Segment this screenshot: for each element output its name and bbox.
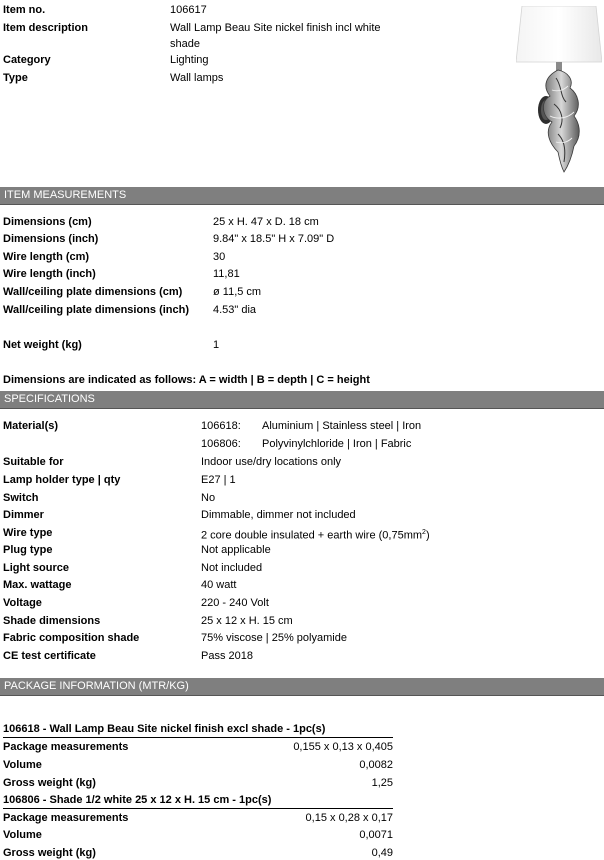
wire-inch-label: Wire length (inch) xyxy=(3,268,96,280)
wattage-label: Max. wattage xyxy=(3,579,72,591)
plug-label: Plug type xyxy=(3,544,53,556)
shade-dim-label: Shade dimensions xyxy=(3,615,101,627)
package-1-weight-value: 1,25 xyxy=(371,777,393,789)
category-value: Lighting xyxy=(170,54,209,66)
material-2-code: 106806: xyxy=(201,438,241,450)
section-specifications: SPECIFICATIONS xyxy=(0,391,604,408)
wall-lamp-image xyxy=(516,6,602,174)
ce-label: CE test certificate xyxy=(3,650,96,662)
desc-line1: Wall Lamp Beau Site nickel finish incl white xyxy=(170,22,381,34)
wire-cm-value: 30 xyxy=(213,251,226,263)
category-label: Category xyxy=(3,54,51,66)
switch-label: Switch xyxy=(3,492,39,504)
wire-cm-label: Wire length (cm) xyxy=(3,251,90,263)
dim-inch-label: Dimensions (inch) xyxy=(3,233,99,245)
voltage-value: 220 - 240 Volt xyxy=(201,597,269,609)
wattage-value: 40 watt xyxy=(201,579,237,591)
item-no-label: Item no. xyxy=(3,4,46,16)
package-2-rule xyxy=(3,808,393,809)
package-1-vol-label: Volume xyxy=(3,759,42,771)
package-1-weight-label: Gross weight (kg) xyxy=(3,777,96,789)
type-label: Type xyxy=(3,72,28,84)
net-weight-value: 1 xyxy=(213,339,220,351)
package-2-meas-label: Package measurements xyxy=(3,812,129,824)
package-2-weight-value: 0,49 xyxy=(371,847,393,859)
ce-value: Pass 2018 xyxy=(201,650,253,662)
plate-inch-label: Wall/ceiling plate dimensions (inch) xyxy=(3,304,190,316)
fabric-value: 75% viscose | 25% polyamide xyxy=(201,632,347,644)
plate-inch-value: 4.53" dia xyxy=(213,304,257,316)
net-weight-label: Net weight (kg) xyxy=(3,339,82,351)
section-item-measurements: ITEM MEASUREMENTS xyxy=(0,187,604,204)
package-2-weight-label: Gross weight (kg) xyxy=(3,847,96,859)
wire-inch-value: 11,81 xyxy=(213,268,240,280)
dim-cm-value: 25 x H. 47 x D. 18 cm xyxy=(213,216,319,228)
material-1-value: Aluminium | Stainless steel | Iron xyxy=(262,420,422,432)
section-package-info: PACKAGE INFORMATION (MTR/KG) xyxy=(0,678,604,695)
desc-label: Item description xyxy=(3,22,88,34)
dim-cm-label: Dimensions (cm) xyxy=(3,216,92,228)
switch-value: No xyxy=(201,492,216,504)
lampholder-value: E27 | 1 xyxy=(201,474,236,486)
lampholder-label: Lamp holder type | qty xyxy=(3,474,121,486)
plate-cm-label: Wall/ceiling plate dimensions (cm) xyxy=(3,286,183,298)
material-label: Material(s) xyxy=(3,420,59,432)
shade-dim-value: 25 x 12 x H. 15 cm xyxy=(201,615,293,627)
suitable-value: Indoor use/dry locations only xyxy=(201,456,342,468)
type-value: Wall lamps xyxy=(170,72,224,84)
dimmer-label: Dimmer xyxy=(3,509,44,521)
material-1-code: 106618: xyxy=(201,420,241,432)
dimensions-note: Dimensions are indicated as follows: A = width | B = depth | C = height xyxy=(3,374,370,386)
light-label: Light source xyxy=(3,562,70,574)
package-2-title: 106806 - Shade 1/2 white 25 x 12 x H. 15 cm - 1pc(s) xyxy=(3,794,272,806)
dimmer-value: Dimmable, dimmer not included xyxy=(201,509,356,521)
light-value: Not included xyxy=(201,562,263,574)
package-2-vol-label: Volume xyxy=(3,829,42,841)
item-no-value: 106617 xyxy=(170,4,207,16)
package-1-title: 106618 - Wall Lamp Beau Site nickel finish excl shade - 1pc(s) xyxy=(3,723,326,735)
wire-type-label: Wire type xyxy=(3,527,53,539)
material-2-value: Polyvinylchloride | Iron | Fabric xyxy=(262,438,412,450)
package-1-meas-value: 0,155 x 0,13 x 0,405 xyxy=(293,741,393,753)
plate-cm-value: ø 11,5 cm xyxy=(213,286,262,298)
dim-inch-value: 9.84" x 18.5" H x 7.09" D xyxy=(213,233,335,245)
package-2-vol-value: 0,0071 xyxy=(359,829,393,841)
package-2-meas-value: 0,15 x 0,28 x 0,17 xyxy=(305,812,393,824)
plug-value: Not applicable xyxy=(201,544,271,556)
wire-type-value: 2 core double insulated + earth wire $(0,75mm^2)$ xyxy=(201,529,430,542)
package-1-meas-label: Package measurements xyxy=(3,741,129,753)
voltage-label: Voltage xyxy=(3,597,42,609)
suitable-label: Suitable for xyxy=(3,456,64,468)
desc-line2: shade xyxy=(170,38,200,50)
fabric-label: Fabric composition shade xyxy=(3,632,140,644)
package-1-vol-value: 0,0082 xyxy=(359,759,393,771)
package-1-rule xyxy=(3,737,393,738)
